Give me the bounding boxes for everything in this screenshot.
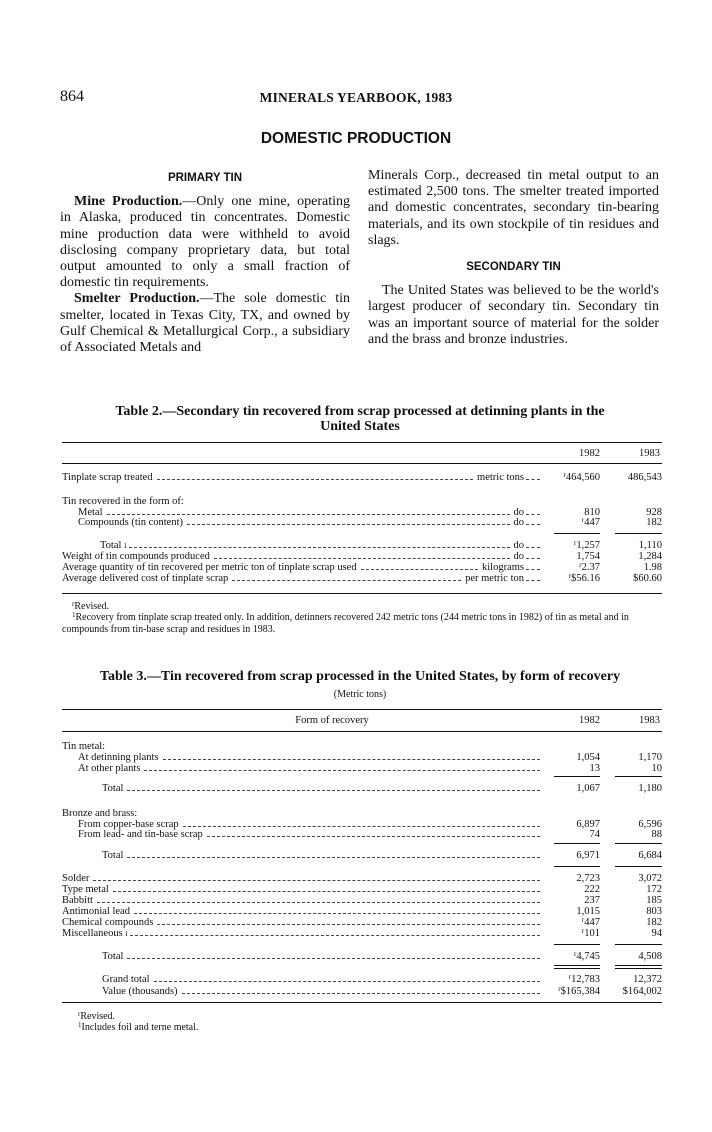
- leader-dashes: [214, 551, 510, 559]
- value-1983: 94: [651, 928, 662, 939]
- value-1982: [542, 763, 600, 775]
- subtotal-rule: [615, 843, 662, 844]
- leader-dashes: [207, 829, 540, 837]
- value-1982: [542, 829, 600, 841]
- row-label: Total: [102, 783, 124, 794]
- grand-total-double-rule: [554, 965, 600, 969]
- smelter-continued-paragraph: Minerals Corp., decreased tin metal output to an estimated 2,500 tons. The smelter treated imported and domestic concentrates, secondary tin-bearing materials, and its own stockpile of tin residues and slags.: [368, 168, 659, 248]
- value-1983: 88: [651, 829, 662, 840]
- value-1982-text: 1,754: [576, 551, 600, 562]
- leader-dashes: [130, 928, 540, 936]
- revised-mark: r: [579, 561, 582, 569]
- row-unit: metric tons: [477, 472, 524, 483]
- leader-dashes: [361, 562, 478, 570]
- row-label: Solder: [62, 873, 90, 884]
- leader-dashes: [157, 917, 540, 925]
- row-unit: kilograms: [482, 562, 524, 573]
- table2-caption-line2: United States: [320, 419, 400, 434]
- row-unit: do: [513, 551, 524, 562]
- row-label-cell: [78, 829, 542, 841]
- row-label: Tin recovered in the form of:: [62, 496, 184, 507]
- revised-mark: r: [581, 516, 585, 524]
- value-1983: 4,508: [638, 951, 662, 962]
- subtotal-rule: [615, 533, 662, 534]
- table2-col-1982: 1982: [579, 448, 600, 459]
- leader-dashes: [157, 472, 473, 480]
- value-1982-text: 6,897: [576, 819, 600, 830]
- table3-footnote-revised-text: Revised.: [80, 1011, 116, 1022]
- row-label-cell: [62, 472, 542, 484]
- row-label-cell: Total 1 do: [100, 540, 542, 552]
- leader-dashes: [526, 573, 540, 581]
- table-row: [62, 986, 662, 998]
- left-column: [60, 170, 350, 356]
- row-label: Grand total: [102, 974, 150, 985]
- row-label: Average delivered cost of tinplate scrap: [62, 573, 229, 584]
- leader-dashes: [113, 884, 540, 892]
- secondary-tin-paragraph: The United States was believed to be the world's largest producer of secondary tin. Secondary tin was an important source of material for the solder and the brass and bronze industries.: [368, 283, 659, 347]
- value-1982-text: 2,723: [576, 873, 600, 884]
- row-label: Babbitt: [62, 895, 93, 906]
- value-1982-text: 237: [584, 895, 600, 906]
- leader-dashes: [129, 540, 510, 548]
- value-1983: 1,110: [638, 540, 662, 551]
- value-1983: 803: [646, 906, 662, 917]
- table-row: [62, 951, 662, 963]
- revised-mark: r: [574, 539, 577, 547]
- value-1982-text: 1,067: [576, 783, 600, 794]
- row-label: Metal: [78, 507, 103, 518]
- row-label: At other plants: [78, 763, 141, 774]
- value-1983: 185: [646, 895, 662, 906]
- table3-col-form: Form of recovery: [295, 715, 369, 726]
- leader-dashes: [526, 507, 540, 515]
- value-1982-text: 464,560: [565, 472, 600, 483]
- value-1982: [542, 472, 600, 484]
- row-label: Total: [100, 540, 122, 551]
- leader-dashes: [232, 573, 461, 581]
- subtotal-rule: [615, 944, 662, 945]
- value-1982-text: 1,054: [576, 752, 600, 763]
- table2-footnote-revised: $^r$Revised.: [72, 600, 110, 612]
- row-label-cell: [102, 974, 542, 986]
- value-1982-text: 447: [584, 917, 600, 928]
- table2-footnote-revised-text: Revised.: [74, 601, 110, 612]
- value-1983: 182: [646, 517, 662, 528]
- value-1983: 10: [651, 763, 662, 774]
- leader-dashes: [154, 974, 540, 982]
- row-label: At detinning plants: [78, 752, 159, 763]
- table3-footnote-1: $^1$Includes foil and terne metal.: [78, 1021, 199, 1033]
- table-row: [62, 928, 662, 940]
- value-1982-text: 447: [584, 517, 600, 528]
- row-label-cell: [102, 783, 542, 795]
- value-1983: $60.60: [633, 573, 662, 584]
- table2-bottom-rule: [62, 593, 662, 594]
- row-label-cell: [102, 850, 542, 862]
- leader-dashes: [127, 850, 540, 858]
- revised-mark: r: [581, 916, 585, 924]
- value-1983: 1,170: [638, 752, 662, 763]
- leader-dashes: [526, 472, 540, 480]
- row-label: Average quantity of tin recovered per metric ton of tinplate scrap used: [62, 562, 357, 573]
- row-label-cell: [78, 763, 542, 775]
- revised-mark: r: [563, 471, 566, 479]
- value-1982-text: $56.16: [571, 573, 600, 584]
- value-1983: 6,596: [638, 819, 662, 830]
- table2-footnote-1: $^1$Recovery from tinplate scrap treated only. In addition, detinners recovered 242 metric tons (244 metric tons in 1982) of tin as metal and in compounds from tin-base scrap and residues in 1983.: [62, 611, 629, 635]
- table-row: [62, 573, 662, 585]
- leader-dashes: [526, 540, 540, 548]
- row-label: Chemical compounds: [62, 917, 154, 928]
- value-1982-text: $165,384: [560, 986, 600, 997]
- table2-footnote-1-text: Recovery from tinplate scrap treated only. In addition, detinners recovered 242 metric tons (244 metric tons in 1982) of tin as metal and in compounds from tin-base scrap and residues in 1983.: [62, 612, 629, 635]
- table3-col-1983: 1983: [639, 715, 660, 726]
- leader-dashes: [526, 517, 540, 525]
- revised-mark: r: [581, 927, 585, 935]
- value-1982-text: 101: [584, 928, 600, 939]
- running-header: MINERALS YEARBOOK, 1983: [259, 90, 453, 105]
- value-1982-text: 1,015: [576, 906, 600, 917]
- row-unit: do: [513, 517, 524, 528]
- right-column: [368, 168, 659, 348]
- value-1983: 172: [646, 884, 662, 895]
- table3-bottom-rule: [62, 1002, 662, 1003]
- leader-dashes: [187, 517, 510, 525]
- leader-dashes: [182, 986, 540, 994]
- table3-col-1982: 1982: [579, 715, 600, 726]
- value-1982-text: 2.37: [581, 562, 600, 573]
- row-unit: do: [513, 540, 524, 551]
- value-1983: 1,284: [638, 551, 662, 562]
- row-label: Tin metal:: [62, 741, 106, 752]
- leader-dashes: [97, 895, 540, 903]
- mine-production-body: —Only one mine, operating in Alaska, produced tin concentrates. Domestic mine production data were withheld to avoid disclosing company proprietary data, but total output amounted to only a small fraction of domestic tin requirements.: [60, 194, 351, 291]
- smelter-production-body: —The sole domestic tin smelter, located in Texas City, TX, and owned by Gulf Chemical & Metallurgical Corp., a subsidiary of Associated Metals and: [60, 291, 350, 356]
- value-1982-text: 6,971: [576, 850, 600, 861]
- value-1982: [542, 573, 600, 585]
- leader-dashes: [127, 951, 540, 959]
- leader-dashes: [144, 763, 540, 771]
- row-label: Total: [102, 850, 124, 861]
- row-label-cell: [102, 951, 542, 963]
- table2-header-rule: [62, 463, 662, 464]
- leader-dashes: [93, 873, 540, 881]
- table3-subcaption: (Metric tons): [333, 689, 387, 700]
- table-row: [62, 829, 662, 841]
- value-1982-text: 810: [584, 507, 600, 518]
- value-1982-text: 222: [584, 884, 600, 895]
- row-label-cell: [102, 986, 542, 998]
- page-number: 864: [60, 88, 84, 105]
- value-1983: 12,372: [633, 974, 662, 985]
- value-1982: [542, 850, 600, 862]
- value-1982: [542, 986, 600, 998]
- value-1983: $164,002: [622, 986, 662, 997]
- value-1982-text: 12,783: [571, 974, 600, 985]
- row-label: Bronze and brass:: [62, 808, 138, 819]
- section-title: DOMESTIC PRODUCTION: [260, 130, 452, 147]
- value-1983: 3,072: [638, 873, 662, 884]
- row-label: Weight of tin compounds produced: [62, 551, 210, 562]
- value-1983: 182: [646, 917, 662, 928]
- value-1982: [542, 517, 600, 529]
- value-1983: 6,684: [638, 850, 662, 861]
- value-1982-text: 1,257: [576, 540, 600, 551]
- table2-col-1983: 1983: [639, 448, 660, 459]
- table-row: [62, 472, 662, 484]
- subtotal-rule: [554, 944, 600, 945]
- row-label: Compounds (tin content): [78, 517, 183, 528]
- table-row: [62, 850, 662, 862]
- value-1982: [542, 928, 600, 940]
- table2-caption-line1: Table 2.—Secondary tin recovered from scrap processed at detinning plants in the: [115, 404, 605, 419]
- row-label: Tinplate scrap treated: [62, 472, 153, 483]
- revised-mark: r: [558, 985, 561, 993]
- table3-footnote-revised: $^r$Revised.: [78, 1010, 116, 1022]
- primary-tin-heading: PRIMARY TIN: [167, 172, 243, 184]
- table3-footnote-1-text: Includes foil and terne metal.: [81, 1022, 199, 1033]
- mine-production-runin: Mine Production.: [74, 194, 183, 210]
- subtotal-rule: [554, 533, 600, 534]
- row-label: Value (thousands): [102, 986, 178, 997]
- table-row: [62, 517, 662, 529]
- value-1982-text: 13: [589, 763, 600, 774]
- table3-top-rule: [62, 709, 662, 710]
- subtotal-rule: [554, 843, 600, 844]
- secondary-tin-heading: SECONDARY TIN: [466, 261, 561, 274]
- mine-production-paragraph: [60, 194, 350, 291]
- table-row: [62, 783, 662, 795]
- value-1982-text: 4,745: [576, 951, 600, 962]
- value-1983: 1.98: [643, 562, 662, 573]
- value-1983: 928: [646, 507, 662, 518]
- leader-dashes: [134, 906, 540, 914]
- row-label: Antimonial lead: [62, 906, 130, 917]
- row-label: From lead- and tin-base scrap: [78, 829, 203, 840]
- leader-dashes: [127, 783, 540, 791]
- row-label-cell: [62, 573, 542, 585]
- table-row: [62, 974, 662, 986]
- leader-dashes: [526, 562, 540, 570]
- subtotal-rule: [615, 866, 662, 867]
- revised-mark: r: [568, 973, 572, 981]
- revised-mark: r: [568, 572, 572, 580]
- leader-dashes: [107, 507, 510, 515]
- value-1982-text: 74: [589, 829, 600, 840]
- smelter-production-runin: Smelter Production.: [74, 291, 200, 307]
- table3-header-rule: [62, 731, 662, 732]
- value-1982: [542, 974, 600, 986]
- row-label: Miscellaneous: [62, 928, 123, 939]
- subtotal-rule: [554, 776, 600, 777]
- row-label: Total: [102, 951, 124, 962]
- row-unit: do: [513, 507, 524, 518]
- leader-dashes: [526, 551, 540, 559]
- table2-top-rule: [62, 442, 662, 443]
- row-label-cell: [78, 517, 542, 529]
- leader-dashes: [163, 752, 541, 760]
- value-1982: [542, 783, 600, 795]
- revised-mark: r: [574, 950, 577, 958]
- value-1983: 1,180: [638, 783, 662, 794]
- row-label: Type metal: [62, 884, 109, 895]
- row-label-cell: Miscellaneous 1: [62, 928, 542, 940]
- subtotal-rule: [615, 776, 662, 777]
- smelter-production-paragraph: [60, 291, 350, 356]
- table-row: [62, 763, 662, 775]
- value-1982: [542, 951, 600, 963]
- value-1983: 486,543: [627, 472, 662, 483]
- leader-dashes: [183, 819, 540, 827]
- subtotal-rule: [554, 866, 600, 867]
- row-label: From copper-base scrap: [78, 819, 179, 830]
- row-unit: per metric ton: [465, 573, 524, 584]
- table3-caption: Table 3.—Tin recovered from scrap processed in the United States, by form of recovery: [99, 669, 621, 684]
- grand-total-double-rule: [615, 965, 662, 969]
